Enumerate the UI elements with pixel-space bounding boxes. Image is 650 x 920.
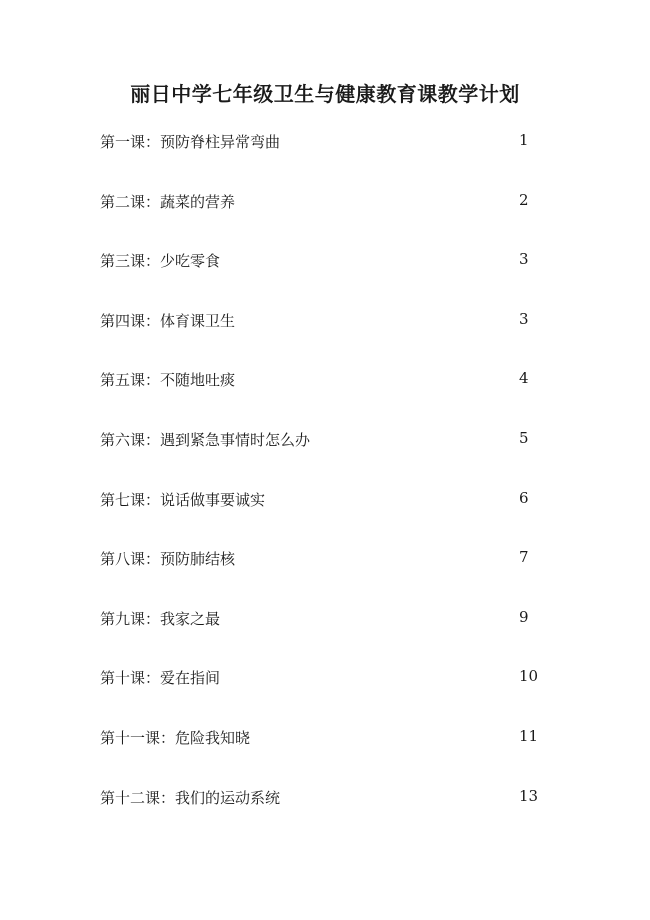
toc-entry-page-number: 1 <box>519 131 529 149</box>
toc-entry-page-number: 13 <box>519 786 539 805</box>
toc-entry-page-number: 4 <box>519 369 529 388</box>
toc-entry <box>100 664 540 724</box>
toc-entry <box>100 724 540 784</box>
toc-entry-page-number: 5 <box>519 428 529 447</box>
page-title: 丽日中学七年级卫生与健康教育课教学计划 <box>130 82 520 106</box>
toc-entry-label: 第三课：少吃零食 <box>100 252 221 271</box>
toc-entry-page-number: 7 <box>519 548 529 567</box>
toc-entry-label: 第一课：预防脊柱异常弯曲 <box>100 133 281 151</box>
toc-entry-label: 第十课：爱在指间 <box>100 669 221 688</box>
toc-entry-label: 第八课：预防肺结核 <box>100 550 236 569</box>
toc-entry <box>100 366 540 426</box>
toc-entry-page-number: 6 <box>519 488 529 507</box>
toc-entry <box>100 486 540 546</box>
toc-entry-label: 第七课：说话做事要诚实 <box>100 490 266 509</box>
toc-entry-label: 第二课：蔬菜的营养 <box>100 192 236 211</box>
toc-entry-label: 第十一课：危险我知晓 <box>100 728 251 747</box>
toc-entry-page-number: 2 <box>519 190 529 209</box>
toc-entry <box>100 188 540 248</box>
toc-entry-label: 第九课：我家之最 <box>100 609 221 628</box>
toc-entry-label: 第十二课：我们的运动系统 <box>100 788 281 807</box>
toc-entry <box>100 426 540 486</box>
toc-entry-page-number: 3 <box>519 309 529 328</box>
toc-entry <box>100 247 540 307</box>
toc-entry <box>100 307 540 367</box>
toc-entry-label: 第六课：遇到紧急事情时怎么办 <box>100 430 311 449</box>
toc-entry <box>100 128 540 188</box>
toc-entry-page-number: 9 <box>519 607 529 626</box>
toc-entry <box>100 784 540 844</box>
toc-entry-page-number: 10 <box>519 667 539 686</box>
table-of-contents <box>100 128 540 843</box>
toc-entry-label: 第五课：不随地吐痰 <box>100 371 236 390</box>
toc-entry-page-number: 3 <box>519 250 529 269</box>
toc-entry-label: 第四课：体育课卫生 <box>100 311 236 330</box>
toc-entry <box>100 545 540 605</box>
toc-entry <box>100 605 540 665</box>
toc-entry-page-number: 11 <box>519 726 539 745</box>
